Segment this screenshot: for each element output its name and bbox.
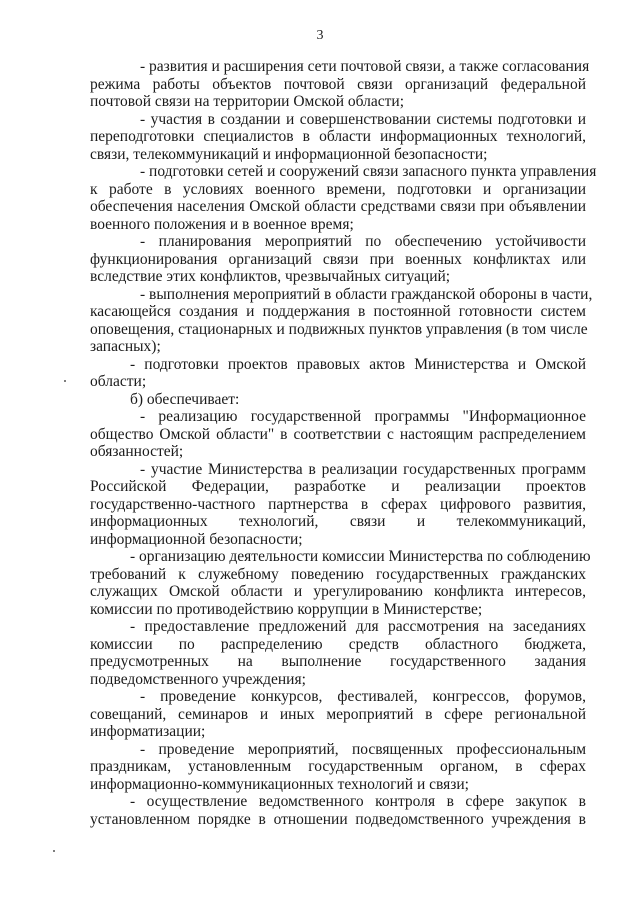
text-line: служащих Омской области и урегулированию конфликта интересов, xyxy=(90,583,586,600)
text-line: государственно-частного партнерства в сферах цифрового развития, xyxy=(90,495,586,513)
text-line: области; xyxy=(90,373,147,390)
text-line: военного положения и в военное время; xyxy=(90,215,354,233)
document-body xyxy=(90,58,597,828)
text-line: информационной безопасности; xyxy=(90,530,303,548)
text-line: - подготовки проектов правовых актов Министерства и Омской xyxy=(130,355,586,373)
text-line: - участия в создании и совершенствовании системы подготовки и xyxy=(140,110,586,128)
text-line: комиссии по противодействию коррупции в Министерстве; xyxy=(90,600,483,618)
text-line: запасных); xyxy=(90,338,161,355)
text-line: - участие Министерства в реализации государственных программ xyxy=(140,460,586,478)
text-line: - осуществление ведомственного контроля в сфере закупок в xyxy=(130,793,586,810)
text-line: информационных технологий, связи и телекоммуникаций, xyxy=(90,513,586,530)
text-line: установленном порядке в отношении подведомственного учреждения в xyxy=(90,810,586,828)
scan-speck xyxy=(53,850,55,852)
page-number: 3 xyxy=(316,28,324,43)
text-line: - предоставление предложений для рассмотрения на заседаниях xyxy=(130,618,586,635)
text-line: совещаний, семинаров и иных мероприятий в сфере региональной xyxy=(90,705,586,723)
text-line: - развития и расширения сети почтовой связи, а также согласования xyxy=(140,58,590,75)
text-line: общество Омской области" в соответствии с настоящим распределением xyxy=(90,425,586,443)
text-line: функционирования организаций связи при военных конфликтах или xyxy=(90,250,586,268)
text-line: - планирования мероприятий по обеспечению устойчивости xyxy=(140,233,586,250)
text-line: - выполнения мероприятий в области гражданской обороны в части, xyxy=(140,285,593,303)
text-line: режима работы объектов почтовой связи организаций федеральной xyxy=(90,75,586,93)
text-line: почтовой связи на территории Омской области; xyxy=(90,93,405,110)
text-line: вследствие этих конфликтов, чрезвычайных ситуаций; xyxy=(90,268,451,285)
section-label: б) обеспечивает: xyxy=(130,390,240,408)
text-line: подведомственного учреждения; xyxy=(90,670,306,688)
text-line: праздникам, установленным государственным органом, в сферах xyxy=(90,758,586,775)
text-line: обязанностей; xyxy=(90,443,184,460)
text-line: касающейся создания и поддержания в постоянной готовности систем xyxy=(90,303,586,320)
text-line: оповещения, стационарных и подвижных пунктов управления (в том числе xyxy=(90,320,588,338)
text-line: - подготовки сетей и сооружений связи запасного пункта управления xyxy=(140,163,597,180)
text-line: комиссии по распределению средств областного бюджета, xyxy=(90,635,586,653)
text-line: - проведение мероприятий, посвященных профессиональным xyxy=(140,740,586,758)
text-line: к работе в условиях военного времени, подготовки и организации xyxy=(90,180,586,198)
text-line: информационно-коммуникационных технологий и связи; xyxy=(90,775,469,793)
text-line: Российской Федерации, разработке и реализации проектов xyxy=(90,478,586,495)
scan-speck xyxy=(64,380,66,382)
text-line: обеспечения населения Омской области средствами связи при объявлении xyxy=(90,198,586,215)
text-line: требований к служебному поведению государственных гражданских xyxy=(90,565,586,583)
text-line: переподготовки специалистов в области информационных технологий, xyxy=(90,128,586,145)
text-line: - проведение конкурсов, фестивалей, конгрессов, форумов, xyxy=(140,688,586,705)
text-line: информатизации; xyxy=(90,723,206,740)
text-line: - организацию деятельности комиссии Министерства по соблюдению xyxy=(130,548,591,565)
text-line: - реализацию государственной программы "Информационное xyxy=(140,408,586,425)
text-line: связи, телекоммуникаций и информационной безопасности; xyxy=(90,145,488,163)
text-line: предусмотренных на выполнение государственного задания xyxy=(90,653,586,670)
